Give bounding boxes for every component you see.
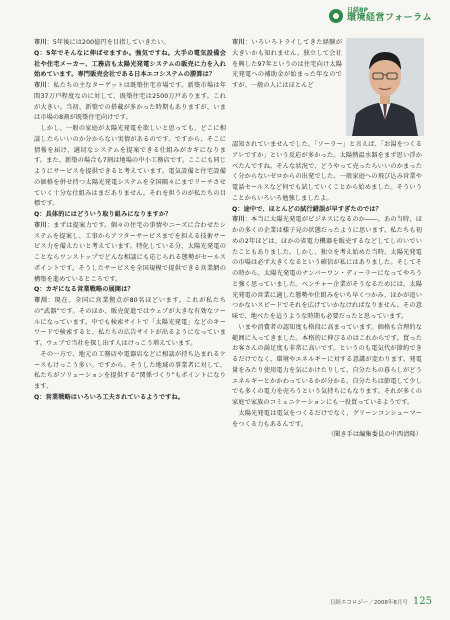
forum-name: 環境経営フォーラム <box>347 13 432 23</box>
question-paragraph <box>34 285 226 296</box>
question-paragraph <box>34 210 226 221</box>
question-text: Q：途中で、ほとんどの試行錯誤が早すぎたのでは？ <box>232 205 382 213</box>
question-text: Q：具体的にはどういう取り組みになりますか？ <box>34 211 172 218</box>
question-text: Q：営業戦略はいろいろ工夫されているようですね。 <box>34 393 184 401</box>
body-paragraph: その一方で、地元の工務店や電器店などに相談が持ち込まれるケースもけっこう多い。ですから、そうした地域の事業者に対して、私たちがソリューションを提供する“関係づくり”もポイントになります。 <box>34 350 226 390</box>
forum-brand <box>329 8 432 23</box>
speaker-name: 市川 <box>34 297 48 304</box>
question-paragraph <box>232 205 422 216</box>
answer-paragraph <box>232 38 342 92</box>
question-paragraph <box>34 49 226 81</box>
answer-text: ：現在、全国に営業拠点が80名ほどいます。これが私たちの“武器”です。そのほか、販売促進ではウェブが大きな有効なツールになっています。中でも検索サイトで「太陽光発電」などのキーワードで検索すると、私たちの広告サイトが出るようになっています。ウェブで当社を探し出す人はけっこう増えています。 <box>34 297 227 347</box>
left-column <box>34 38 226 404</box>
answer-paragraph <box>34 296 226 350</box>
answer-text: ：まずは提案力です。個々の住宅の事情やニーズに合わせたシステムを提案し、工事からアフターサービスまでを担える技術サービス力を備えたいと考えています。特化している分、太陽光発電のことならワンストップでどんな相談にも応じられる態勢がセールスポイントです。そうしたサービスを全国規模で提供できる営業網の構築を進めているところです。 <box>34 221 227 283</box>
speaker-photo <box>346 38 424 136</box>
body-paragraph: 太陽光発電は電気をつくるだけでなく、グリーンコンシューマーをつくる力もあるんです。 <box>232 409 422 428</box>
speaker-name: 市川 <box>232 39 245 46</box>
right-column <box>232 140 422 441</box>
page-footer <box>330 596 432 607</box>
answer-paragraph <box>34 81 226 124</box>
right-column-top <box>232 38 342 92</box>
publisher-label: 日経BP <box>347 7 369 14</box>
question-text: Q：5年でそんなに伸ばせますか。強気ですね。大手の電気設備会社や住宅メーカー、工務店も太陽光発電システムの販売に力を入れ始めています。専門販売会社である日本エコシステムの勝算は？ <box>34 49 226 79</box>
answer-text: ：いろいろトライしてきた経験が大きいかも知れません。独立して会社を興した97年というのは住宅向け太陽光発電への補助金が始まった年なのですが、一般の人にはほとんど <box>232 39 342 89</box>
portrait-image <box>346 38 424 136</box>
answer-text: ：5年後には200億円を目指していきたい。 <box>46 39 170 46</box>
speaker-name: 市川 <box>34 39 47 46</box>
answer-paragraph <box>34 38 226 49</box>
answer-text: ：本当に太陽光発電がビジネスになるのか――。あの当時、ほかの多くの企業は様子見の状態だったように思います。私たちも初めの2年ほどは、ほかの省電力機器を販売するなどしてしのいでいたこともありました。しかし、独立を考え始めた当時、太陽光発電の市場は必ず大きくなるという確信が私にはありました。そしてその時から、太陽光発電のナンバーワン・ディーラーになってやろうと強く思っていました。ベンチャー企業がそうなるためには、太陽光発電の営業に適した態勢や仕組みをいち早くつかみ、ほかが追いつかないスピードでそれを広げていかなければなりません。その意味で、地べたを這うような時期も必要だったと思っています。 <box>232 216 422 320</box>
answer-text: ：私たちの主なターゲットは既築住宅市場です。新築市場は年間37万戸程度なのに対して、既築住宅は2500万戸あります。これが大きい。当初、新築での搭載が多かった時期もありますが、いまは市場の8割が既築住宅向けです。 <box>34 82 226 122</box>
body-paragraph: しかし、一般の家庭が太陽光発電を欲しいと思っても、どこに相談したらいいのか分からない実情があるのです。ですから、そこに情報を届け、適切なシステムを提案できる仕組みがカギになります。また、新築の場合も7割は地場の中小工務店です。ここにも同じようにサービスを提供できると考えています。電気設備と住宅設備の価格を併せ持つ太陽光発電システムを全国隅々にまでリーチさせていく十分な仕組みはまだありません。それを担うのが私たちの目標です。 <box>34 125 226 208</box>
interviewer-credit: （聞き手は編集委員の中西清隆） <box>327 431 422 439</box>
speaker-name: 市川 <box>232 216 245 224</box>
speaker-name: 市川 <box>34 221 47 229</box>
page-number: 125 <box>412 596 432 607</box>
forum-logo-icon <box>329 9 343 23</box>
question-paragraph <box>34 393 226 404</box>
body-paragraph: いまや消費者の認知度も格段に高まっています。価格も合理的な範囲に入ってきました。本格的に伸びるのはこれからです。買ったお客さんの満足度も非常に高いです。というのも電気代が節約できるだけでなく、環境やエネルギーに対する意識が変わります。発電量をみたり使用電力を気にかけたりして、自分たちの暮らしがどうエネルギーとかかわっているかが分かる。自分たちは節電して少しでも多くの電力を売ろうという気持ちにもなります。それが多くの家庭で家族のコミュニケーションにも一役買っているようです。 <box>232 323 422 406</box>
speaker-name: 市川 <box>34 82 47 89</box>
answer-paragraph <box>232 215 422 323</box>
answer-paragraph <box>34 221 226 286</box>
body-paragraph: 認知されていませんでした。「ソーラー」と言えば、「お湯をつくるアレですか」という反応が多かった。太陽熱温水器をまず思い浮かべたんですね。そんな状況で、どうやって売ったらいいのかまったく分からないゼロからの出発でした。一般家庭への飛び込み営業や電話セールスなど何でも試していくことから始めました。そういうことからいろいろ勉強しましたよ。 <box>232 141 422 202</box>
magazine-issue: 日経エコロジー／2008年8月号 <box>329 600 408 606</box>
question-text: Q：カギになる営業戦略の展開は？ <box>34 286 134 294</box>
